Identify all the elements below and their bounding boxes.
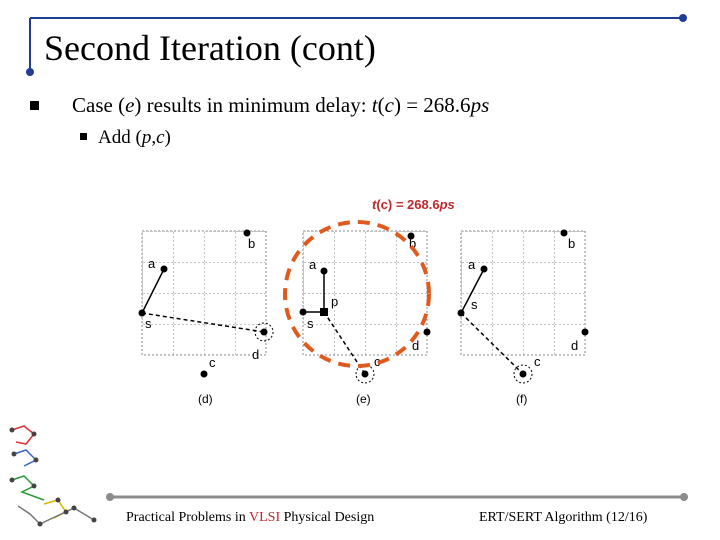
left-frame-dot xyxy=(26,68,34,76)
logo-tree-green xyxy=(12,476,44,500)
logo-tree-gray xyxy=(18,506,94,524)
panel-f-label-s: s xyxy=(471,297,478,312)
panel-e-node-p xyxy=(320,308,328,316)
sub-bullet-add-pc xyxy=(98,126,171,150)
bullet1-text: Case ( xyxy=(72,93,126,117)
panel-d-caption: (d) xyxy=(198,392,213,406)
annotation-unit: ps xyxy=(439,197,455,212)
panel-e xyxy=(300,231,431,406)
panel-e-label-a: a xyxy=(309,257,317,272)
panel-e-label-c: c xyxy=(374,354,381,369)
panel-d-node-a xyxy=(161,266,168,273)
panel-f-node-a xyxy=(481,266,488,273)
bullet2-text-after: ) xyxy=(164,127,171,148)
panel-f-node-d xyxy=(582,329,589,336)
sub-bullet-marker xyxy=(80,133,87,140)
panel-f-caption: (f) xyxy=(516,392,528,406)
footer-left-text: Practical Problems in xyxy=(126,510,249,525)
logo-tree-yellow xyxy=(44,500,66,518)
top-frame-dot-right xyxy=(679,14,687,22)
bullet1-paren-open: ( xyxy=(377,93,385,117)
footer-left-highlight: VLSI xyxy=(249,510,281,525)
bullet1-t-var: t xyxy=(371,93,378,117)
footer-slide-ref: ERT/SERT Algorithm (12/16) xyxy=(479,510,648,525)
logo-tree-red xyxy=(12,426,34,444)
panel-f-node-b xyxy=(561,230,568,237)
footer-rule-dot-left xyxy=(106,493,114,501)
delay-annotation xyxy=(372,197,455,212)
panel-d-node-c xyxy=(201,371,208,378)
annotation-rest: (c) = 268.6 xyxy=(376,197,440,212)
footer-course-title xyxy=(126,510,374,526)
panel-e-label-p: p xyxy=(331,294,339,309)
bullet1-text-mid: ) results in minimum delay: xyxy=(134,93,372,117)
bullet2-text: Add ( xyxy=(98,127,142,148)
bullet1-c-var: c xyxy=(384,93,394,117)
logo-tree-blue xyxy=(14,450,36,466)
annotation-t: t xyxy=(372,197,377,212)
panel-d-label-c: c xyxy=(209,355,216,370)
panel-e-caption: (e) xyxy=(356,392,371,406)
panel-d-label-a: a xyxy=(148,256,156,271)
panel-f-grid xyxy=(461,231,585,355)
panel-f-node-c xyxy=(520,371,527,378)
panel-e-label-s: s xyxy=(307,316,314,331)
routing-figure xyxy=(0,180,720,410)
panel-f-label-d: d xyxy=(571,338,579,353)
panel-e-node-d xyxy=(424,329,431,336)
panel-e-label-b: b xyxy=(409,236,417,251)
footer-left-text-after: Physical Design xyxy=(280,510,375,525)
bullet2-comma: , xyxy=(151,127,157,148)
bullet-case-e xyxy=(72,92,489,118)
bullet1-value: ) = 268.6 xyxy=(393,93,471,117)
panel-d-label-b: b xyxy=(248,236,256,251)
bullet2-c-var: c xyxy=(156,127,165,148)
panel-e-node-c xyxy=(362,371,369,378)
course-logo xyxy=(4,420,104,532)
bullet1-case-var: e xyxy=(125,93,135,117)
panel-d-label-s: s xyxy=(145,316,152,331)
panel-f-label-c: c xyxy=(534,354,541,369)
bullet2-p-var: p xyxy=(141,127,152,148)
panel-f xyxy=(458,230,589,407)
footer-rule-dot-right xyxy=(680,493,688,501)
panel-f-node-s xyxy=(458,310,465,317)
bullet-marker xyxy=(30,101,39,110)
bullet1-unit: ps xyxy=(470,93,490,117)
panel-e-node-s xyxy=(300,309,307,316)
panel-d-node-d xyxy=(261,329,268,336)
panel-f-label-a: a xyxy=(468,257,476,272)
panel-e-label-d: d xyxy=(412,338,420,353)
panel-f-label-b: b xyxy=(568,236,576,251)
panel-d-label-d: d xyxy=(252,347,260,362)
slide-title: Second Iteration (cont) xyxy=(44,28,376,68)
panel-e-node-a xyxy=(321,268,328,275)
panel-d xyxy=(139,230,274,407)
